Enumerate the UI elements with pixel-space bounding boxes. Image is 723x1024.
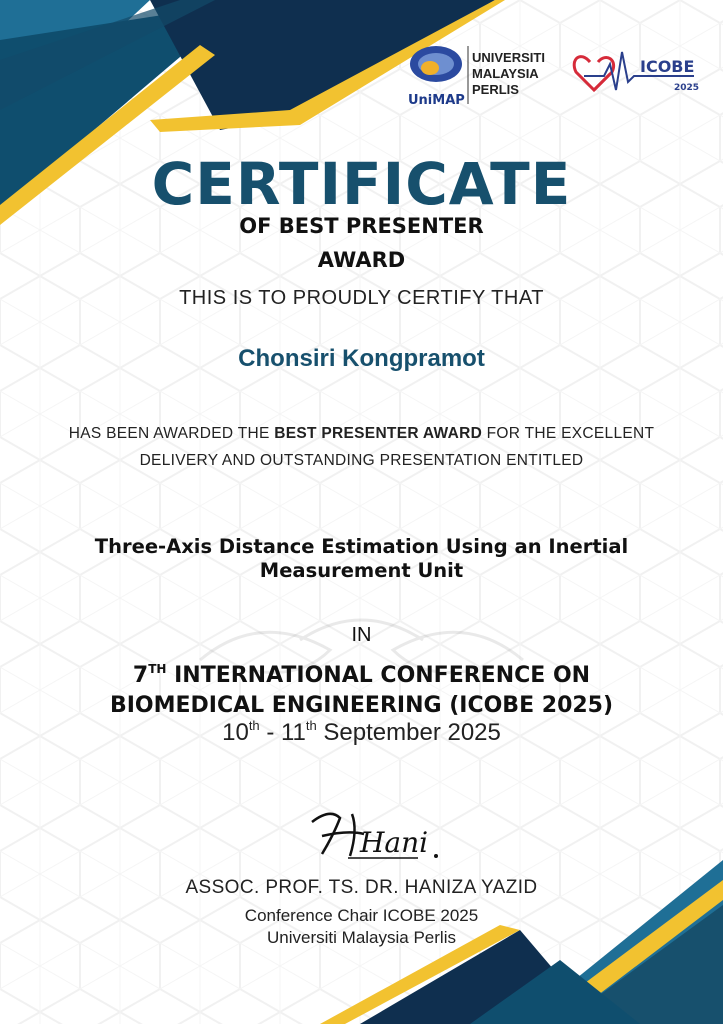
date-day1-suffix: th [248, 718, 260, 733]
date-day2: 11 [280, 719, 306, 746]
signatory-role: Conference Chair ICOBE 2025 [244, 906, 479, 925]
svg-text:Hani: Hani [360, 826, 429, 859]
certificate-title: CERTIFICATE [151, 150, 572, 218]
conference-name-text1: INTERNATIONAL CONFERENCE ON [166, 663, 591, 688]
svg-text:2025: 2025 [674, 83, 700, 93]
award-description-pre: HAS BEEN AWARDED THE [68, 425, 275, 442]
presentation-title: Three-Axis Distance Estimation Using an Inertial Measurement Unit [94, 535, 629, 582]
signatory-institution: Universiti Malaysia Perlis [267, 928, 456, 947]
recipient-name: Chonsiri Kongpramot [238, 345, 485, 372]
date-separator: - [259, 719, 281, 746]
svg-text:ICOBE: ICOBE [640, 57, 695, 76]
svg-text:UniMAP: UniMAP [408, 93, 465, 108]
signatory-name: ASSOC. PROF. TS. DR. HANIZA YAZID [185, 877, 538, 898]
svg-text:UNIVERSITI: UNIVERSITI [472, 50, 545, 65]
unimap-logo [408, 42, 554, 108]
conference-number-suffix: TH [148, 662, 167, 676]
conference-number: 7 [132, 663, 149, 688]
award-description-post: FOR THE EXCELLENT DELIVERY AND OUTSTANDING PRESENTATION ENTITLED [139, 425, 655, 469]
signature [300, 800, 450, 870]
svg-text:PERLIS: PERLIS [472, 82, 519, 97]
date-day1: 10 [222, 719, 249, 746]
conference-name [40, 654, 683, 721]
conference-date [0, 718, 723, 747]
certify-statement: THIS IS TO PROUDLY CERTIFY THAT [179, 287, 544, 309]
certificate-subtitle-line1: OF BEST PRESENTER [239, 214, 484, 238]
award-name: BEST PRESENTER AWARD [274, 425, 483, 442]
date-month-year: September 2025 [316, 719, 501, 746]
date-day2-suffix: th [305, 718, 317, 733]
conference-name-line2: BIOMEDICAL ENGINEERING (ICOBE 2025) [109, 693, 614, 718]
conference-name-line1 [40, 654, 683, 691]
certificate-subtitle-line2: AWARD [317, 248, 406, 272]
icobe-logo [570, 46, 700, 104]
award-description [60, 420, 663, 474]
in-label: IN [351, 624, 372, 646]
svg-text:MALAYSIA: MALAYSIA [472, 66, 539, 81]
